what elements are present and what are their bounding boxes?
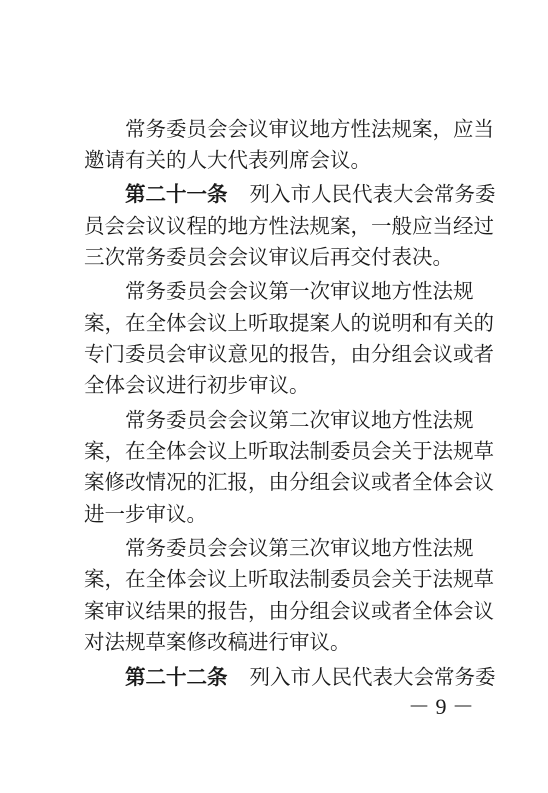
- paragraph-line: 案，在全体会议上听取法制委员会关于法规草: [84, 439, 494, 463]
- paragraph-line: 案，在全体会议上听取提案人的说明和有关的: [84, 311, 494, 335]
- paragraph-line: 常务委员会会议第二次审议地方性法规: [125, 408, 474, 432]
- paragraph-line: 三次常务委员会会议审议后再交付表决。: [84, 245, 453, 269]
- paragraph-line-text: 列入市人民代表大会常务委: [249, 182, 496, 206]
- paragraph-line: 常务委员会会议第一次审议地方性法规: [125, 279, 474, 303]
- article-22-heading: 第二十二条: [125, 665, 228, 689]
- paragraph-line: 专门委员会审议意见的报告，由分组会议或者: [84, 342, 494, 366]
- paragraph-line: 对法规草案修改稿进行审议。: [84, 630, 351, 654]
- article-22-first-line: [125, 665, 496, 689]
- paragraph-line: 全体会议进行初步审议。: [84, 373, 310, 397]
- paragraph-line: 进一步审议。: [84, 502, 207, 526]
- paragraph-line: 案修改情况的汇报，由分组会议或者全体会议: [84, 470, 494, 494]
- paragraph-line-text: 列入市人民代表大会常务委: [249, 665, 496, 689]
- paragraph-line: 案审议结果的报告，由分组会议或者全体会议: [84, 599, 494, 623]
- page-number: － 9 －: [408, 694, 475, 719]
- paragraph-line: 常务委员会会议第三次审议地方性法规: [125, 536, 474, 560]
- article-21-first-line: [125, 182, 496, 206]
- article-21-heading: 第二十一条: [125, 182, 228, 206]
- paragraph-line: 员会会议议程的地方性法规案，一般应当经过: [84, 214, 494, 238]
- paragraph-line: 案，在全体会议上听取法制委员会关于法规草: [84, 567, 494, 591]
- paragraph-line: 常务委员会会议审议地方性法规案，应当: [125, 117, 494, 141]
- paragraph-line: 邀请有关的人大代表列席会议。: [84, 148, 371, 172]
